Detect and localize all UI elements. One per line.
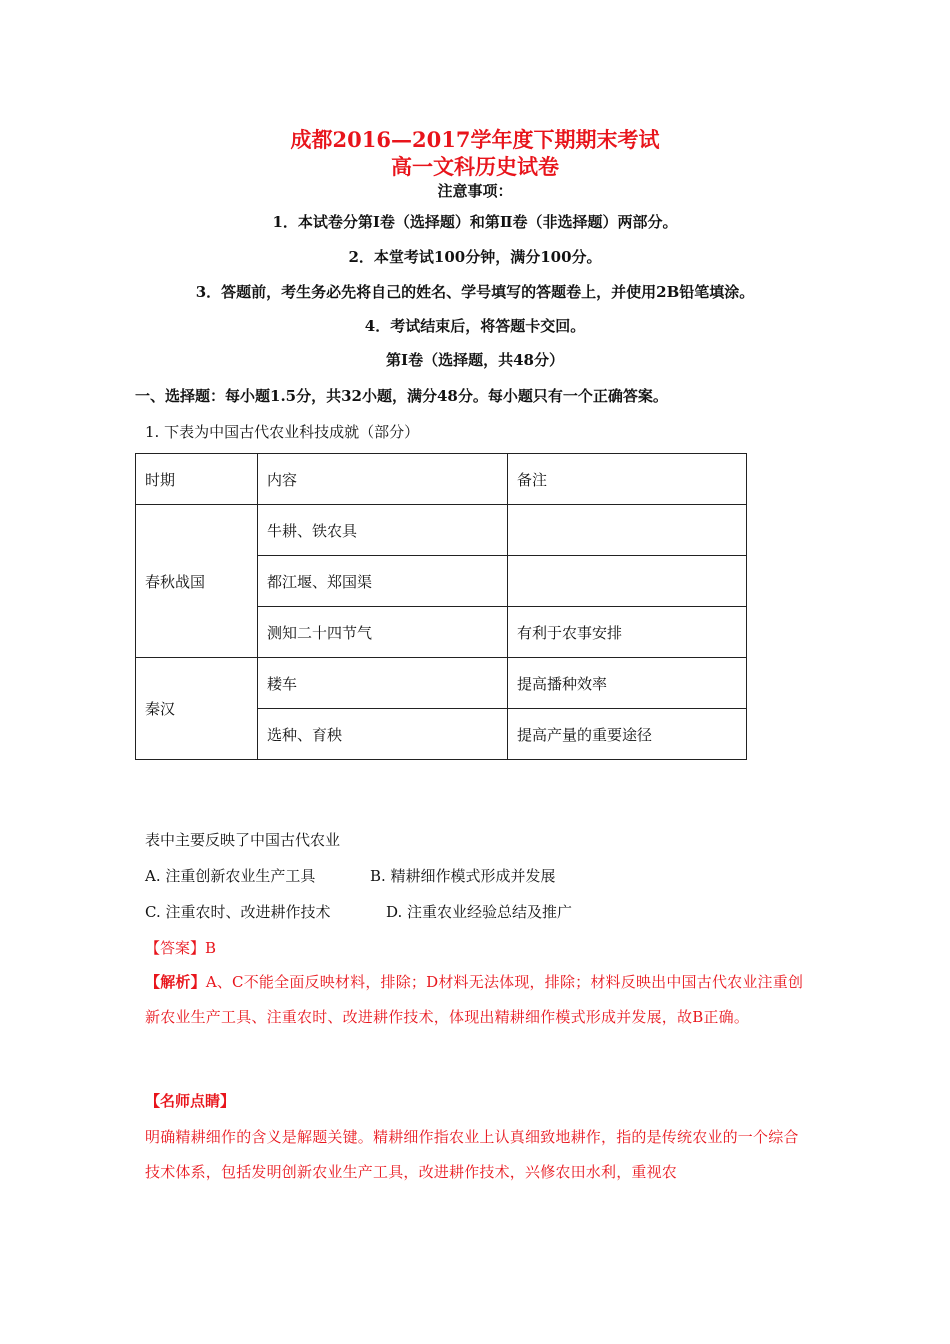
tip-label: 【名师点睛】 [145,1092,236,1110]
notice-item-4: 4．考试结束后，将答题卡交回。 [364,317,586,335]
table-header-cell: 备注 [508,454,747,505]
analysis-label: 【解析】 [145,973,206,991]
exam-title: 成都2016—2017学年度下期期末考试 [290,127,660,152]
table-note-cell: 提高播种效率 [508,658,747,709]
table-row [136,658,747,709]
analysis [145,965,805,1035]
notice-item-1: 1．本试卷分第Ⅰ卷（选择题）和第Ⅱ卷（非选择题）两部分。 [272,213,678,231]
table-row [136,505,747,556]
history-table [135,453,747,760]
table-note-cell: 提高产量的重要途径 [508,709,747,760]
tip-text: 明确精耕细作的含义是解题关键。精耕细作指农业上认真细致地耕作，指的是传统农业的一个综合技术体系，包括发明创新农业生产工具，改进耕作技术，兴修农田水利，重视农 [145,1128,799,1181]
section-title: 第Ⅰ卷（选择题，共48分） [386,351,564,369]
table-note-cell [508,505,747,556]
table-content-cell: 都江堰、郑国渠 [258,556,508,607]
option-a: A. 注重创新农业生产工具 [145,867,316,885]
analysis-text: A、C不能全面反映材料，排除；D材料无法体现，排除；材料反映出中国古代农业注重创新农业生产工具、注重农时、改进耕作技术，体现出精耕细作模式形成并发展，故B正确。 [145,973,804,1026]
option-c: C. 注重农时、改进耕作技术 [145,903,331,921]
table-note-cell: 有利于农事安排 [508,607,747,658]
notice-item-2: 2．本堂考试100分钟，满分100分。 [348,248,602,266]
table-period-cell: 秦汉 [136,658,258,760]
part-heading: 一、选择题：每小题1.5分，共32小题，满分48分。每小题只有一个正确答案。 [135,387,668,405]
option-b: B. 精耕细作模式形成并发展 [370,867,556,885]
notice-heading: 注意事项： [437,182,513,200]
question-prompt: 表中主要反映了中国古代农业 [145,831,341,849]
table-header-row [136,454,747,505]
table-header-cell: 内容 [258,454,508,505]
table-content-cell: 牛耕、铁农具 [258,505,508,556]
option-d: D. 注重农业经验总结及推广 [386,903,573,921]
table-content-cell: 耧车 [258,658,508,709]
table-period-cell: 春秋战国 [136,505,258,658]
table-header-cell: 时期 [136,454,258,505]
table-content-cell: 测知二十四节气 [258,607,508,658]
notice-item-3: 3．答题前，考生务必先将自己的姓名、学号填写的答题卷上，并使用2B铅笔填涂。 [195,283,755,301]
exam-subtitle: 高一文科历史试卷 [391,154,559,179]
table-note-cell [508,556,747,607]
answer-label: 【答案】B [145,939,217,957]
table-content-cell: 选种、育秧 [258,709,508,760]
question-stem: 1. 下表为中国古代农业科技成就（部分） [145,423,420,441]
